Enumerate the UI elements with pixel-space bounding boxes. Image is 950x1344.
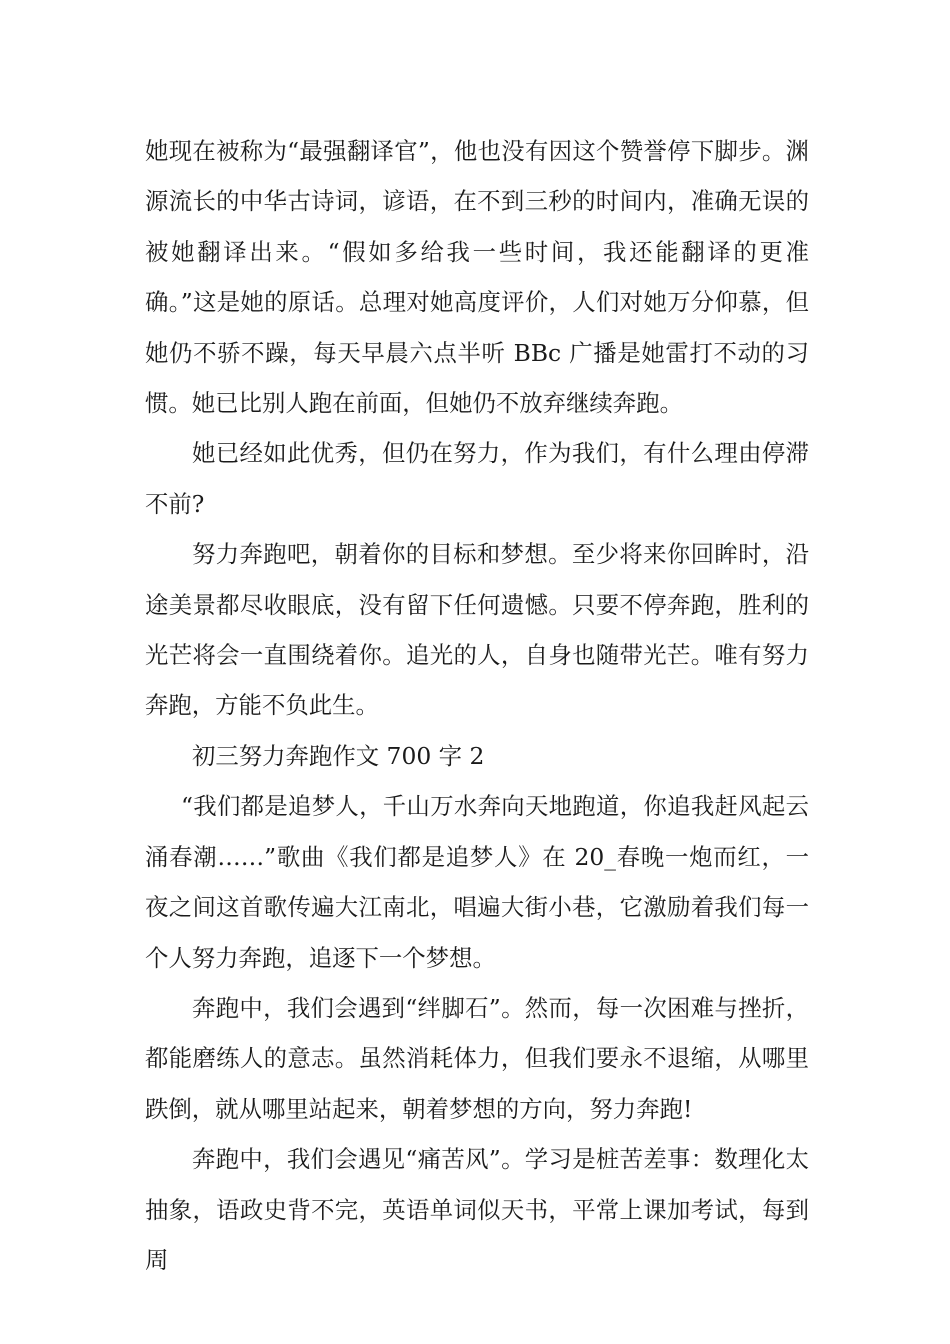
paragraph-3: 努力奔跑吧，朝着你的目标和梦想。至少将来你回眸时，沿途美景都尽收眼底，没有留下任何遗憾。只要不停奔跑，胜利的光芒将会一直围绕着你。追光的人，自身也随带光芒。唯有努力奔跑，方能不负此生。 xyxy=(145,540,809,720)
paragraph-1: 她现在被称为“最强翻译官”，他也没有因这个赞誉停下脚步。渊源流长的中华古诗词，谚语，在不到三秒的时间内，准确无误的被她翻译出来。“假如多给我一些时间，我还能翻译的更准确。”这是她的原话。总理对她高度评价，人们对她万分仰慕，但她仍不骄不躁，每天早晨六点半听 BBc 广播是她雷打不动的习惯。她已比别人跑在前面，但她仍不放弃继续奔跑。 xyxy=(145,137,809,418)
document-body xyxy=(145,126,809,1285)
section-heading: 初三努力奔跑作文 700 字 2 xyxy=(192,741,485,770)
paragraph-6: 奔跑中，我们会遇见“痛苦风”。学习是桩苦差事：数理化太抽象，语政史背不完，英语单词似天书，平常上课加考试，每到周 xyxy=(145,1145,809,1274)
paragraph-5: 奔跑中，我们会遇到“绊脚石”。然而，每一次困难与挫折，都能磨练人的意志。虽然消耗体力，但我们要永不退缩，从哪里跌倒，就从哪里站起来，朝着梦想的方向，努力奔跑! xyxy=(145,993,809,1123)
paragraph-2: 她已经如此优秀，但仍在努力，作为我们，有什么理由停滞不前? xyxy=(145,439,809,518)
paragraph-4: “我们都是追梦人，千山万水奔向天地跑道，你追我赶风起云涌春潮……”歌曲《我们都是追梦人》在 20_春晚一炮而红，一夜之间这首歌传遍大江南北，唱遍大街小巷，它激励着我们每一个人努力奔跑，追逐下一个梦想。 xyxy=(145,792,809,972)
